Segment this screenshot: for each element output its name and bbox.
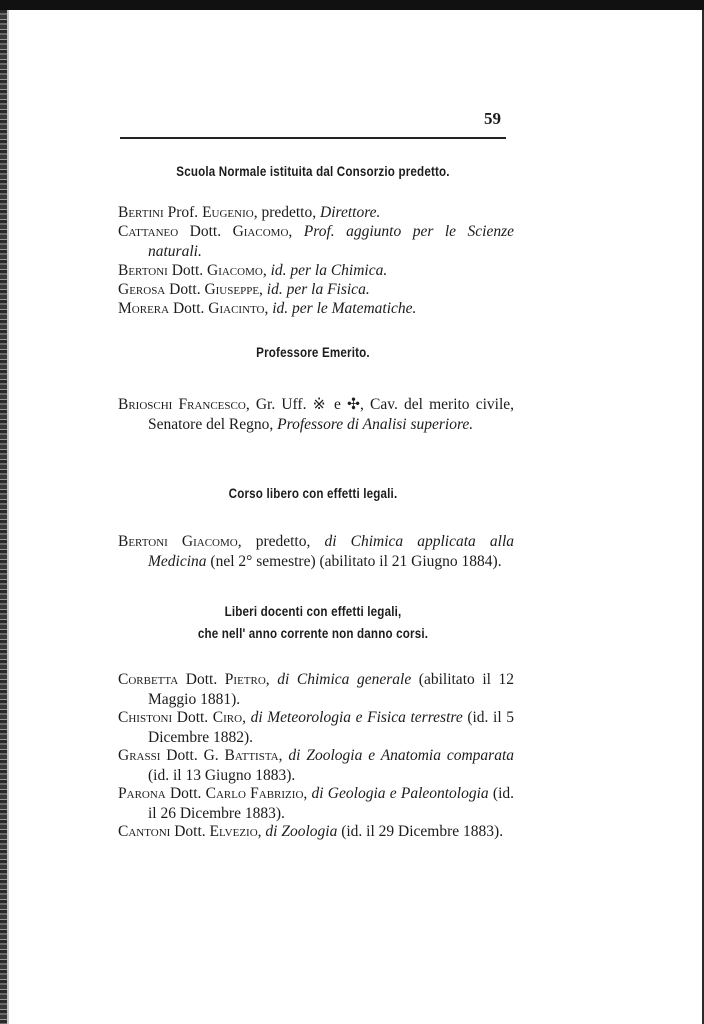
surname: Parona (118, 785, 166, 802)
role: di Zoologia e Anatomia comparata (288, 747, 515, 764)
role: di Meteorologia e Fisica terrestre (250, 709, 463, 726)
entry-parona: Parona Dott. Carlo Fabrizio, di Geologia e Paleontologia (id. il 26 Dicembre 1883). (118, 785, 515, 822)
surname: Cattaneo (118, 223, 179, 240)
given-name: Pietro (224, 671, 266, 688)
surname: Bertoni (118, 533, 168, 550)
surname: Bertoni (118, 262, 168, 279)
given-name: Ciro (212, 709, 243, 726)
entry-cantoni: Cantoni Dott. Elvezio, di Zoologia (id. il 29 Dicembre 1883). (118, 823, 504, 840)
surname: Corbetta (118, 671, 179, 688)
role: di Geologia e Paleontologia (311, 785, 489, 802)
section-heading-liberi-docenti-line1: Liberi docenti con effetti legali, (224, 604, 402, 619)
given-name: Giacomo (207, 262, 263, 279)
entry-chistoni: Chistoni Dott. Ciro, di Meteorologia e Fisica terrestre (id. il 5 Dicembre 1882). (118, 709, 514, 746)
given-name: Francesco (178, 396, 246, 413)
surname: Brioschi (118, 396, 173, 413)
header-rule (120, 137, 506, 139)
role: Direttore. (320, 204, 381, 221)
section-heading-corso-libero: Corso libero con effetti legali. (228, 486, 398, 501)
surname: Morera (118, 300, 170, 317)
surname: Bertini (118, 204, 164, 221)
role: di Chimica applicata alla Medicina (148, 533, 515, 570)
given-name: Giacomo (181, 533, 238, 550)
role: id. per la Fisica. (266, 281, 370, 298)
given-name: Giuseppe (204, 281, 260, 298)
entry-grassi: Grassi Dott. G. Battista, di Zoologia e Anatomia comparata (id. il 13 Giugno 1883). (118, 747, 515, 784)
given-name: Eugenio (202, 204, 254, 221)
entry-cattaneo: Cattaneo Dott. Giacomo, Prof. aggiunto per le Scienze naturali. (118, 223, 515, 260)
surname: Gerosa (118, 281, 166, 298)
entry-brioschi: Brioschi Francesco, Gr. Uff. ※ e ✣, Cav. del merito civile, Senatore del Regno, Professore di Analisi superiore. (118, 396, 514, 433)
given-name: Giacinto (208, 300, 265, 317)
page-number: 59 (484, 109, 501, 128)
entry-gerosa: Gerosa Dott. Giuseppe, id. per la Fisica. (118, 281, 370, 298)
role: di Chimica generale (277, 671, 412, 688)
given-name: Elvezio (209, 823, 258, 840)
entry-bertoni: Bertoni Dott. Giacomo, id. per la Chimica. (118, 262, 388, 279)
section-heading-professore-emerito: Professore Emerito. (256, 345, 370, 360)
surname: Grassi (118, 747, 161, 764)
surname: Chistoni (118, 709, 173, 726)
given-name: Carlo Fabrizio (205, 785, 304, 802)
role: id. per le Matematiche. (272, 300, 417, 317)
role: Professore di Analisi superiore. (277, 415, 474, 433)
given-name: Giacomo (232, 223, 289, 240)
given-name: Battista (224, 747, 279, 764)
entry-bertini: Bertini Prof. Eugenio, predetto, Direttore. (118, 204, 381, 221)
scan-left-binding-shadow (7, 10, 9, 1024)
entry-corbetta: Corbetta Dott. Pietro, di Chimica generale (abilitato il 12 Maggio 1881). (118, 671, 515, 708)
surname: Cantoni (118, 823, 171, 840)
entry-bertoni-corso: Bertoni Giacomo, predetto, di Chimica applicata alla Medicina (nel 2° semestre) (abilitato il 21 Giugno 1884). (118, 533, 515, 570)
section-heading-scuola-normale: Scuola Normale istituita dal Consorzio predetto. (176, 164, 450, 179)
section-heading-liberi-docenti-line2: che nell' anno corrente non danno corsi. (197, 626, 429, 641)
scan-top-border (0, 0, 704, 10)
role: di Zoologia (265, 823, 338, 840)
role: Prof. aggiunto per le Scienze naturali. (148, 223, 515, 260)
role: id. per la Chimica. (270, 262, 388, 279)
scan-left-binding-edge (0, 10, 7, 1024)
entry-morera: Morera Dott. Giacinto, id. per le Matematiche. (118, 300, 417, 317)
